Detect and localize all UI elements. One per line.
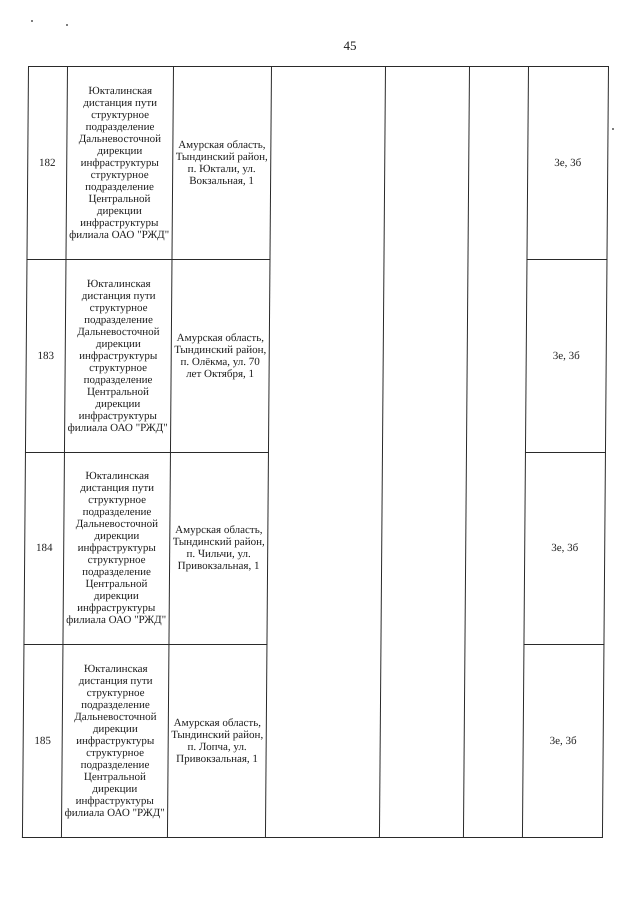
row-number: 183 [25,259,66,452]
organization-cell: Юкталинская дистанция пути структурное подразделение Дальневосточной дирекции инфраструктуры структурное подразделение Центральной дирекции инфраструктуры филиала ОАО "РЖД" [66,67,174,260]
organization-cell: Юкталинская дистанция пути структурное подразделение Дальневосточной дирекции инфраструктуры структурное подразделение Центральной дирекции инфраструктуры филиала ОАО "РЖД" [63,452,171,645]
document-table-container [22,66,608,838]
address-cell: Амурская область, Тындинский район, п. Лопча, ул. Привокзальная, 1 [167,645,267,838]
empty-merged-cell [379,67,469,838]
scan-speck [612,128,614,130]
registry-table [22,66,609,838]
table-row [27,67,609,260]
empty-merged-cell [463,67,528,838]
row-number: 184 [24,452,65,645]
classes-cell: 3е, 3б [524,452,606,645]
page-number: 45 [343,38,357,53]
scan-speck [66,24,68,26]
scan-speck [31,20,33,22]
row-number: 185 [22,645,63,838]
classes-cell: 3е, 3б [525,259,607,452]
empty-merged-cell [265,67,385,838]
address-cell: Амурская область, Тындинский район, п. Чильчи, ул. Привокзальная, 1 [169,452,269,645]
address-cell: Амурская область, Тындинский район, п. Юктали, ул. Вокзальная, 1 [172,67,272,260]
organization-cell: Юкталинская дистанция пути структурное подразделение Дальневосточной дирекции инфраструктуры структурное подразделение Центральной дирекции инфраструктуры филиала ОАО "РЖД" [64,259,172,452]
classes-cell: 3е, 3б [527,67,609,260]
address-cell: Амурская область, Тындинский район, п. Олёкма, ул. 70 лет Октября, 1 [170,259,270,452]
row-number: 182 [27,67,68,260]
classes-cell: 3е, 3б [522,645,604,838]
organization-cell: Юкталинская дистанция пути структурное подразделение Дальневосточной дирекции инфраструктуры структурное подразделение Центральной дирекции инфраструктуры филиала ОАО "РЖД" [61,645,169,838]
